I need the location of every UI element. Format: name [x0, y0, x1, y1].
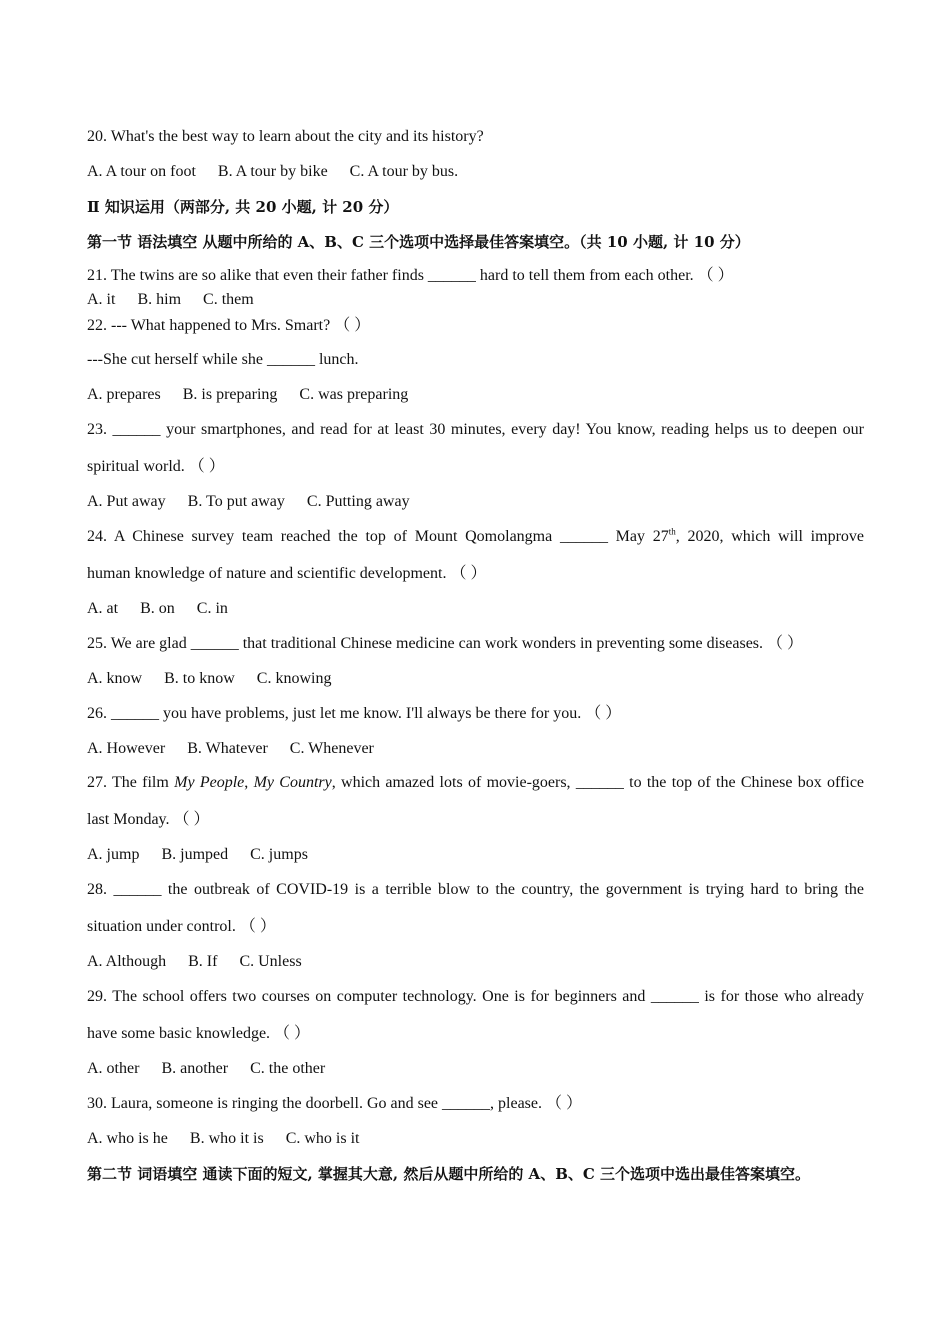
- option-c: C. Putting away: [306, 493, 410, 510]
- question-30: 30. Laura, someone is ringing the doorbell. Go and see ______, please. （ ）: [87, 1095, 583, 1112]
- option-b: B. another: [161, 1060, 229, 1077]
- option-a: A. However: [87, 740, 166, 757]
- option-b: B. A tour by bike: [217, 163, 328, 180]
- question-25-options: [87, 669, 331, 689]
- question-29-line-2: have some basic knowledge. （ ）: [87, 1025, 311, 1042]
- option-c: C. in: [196, 600, 228, 617]
- option-c: C. was preparing: [299, 386, 409, 403]
- question-28-line-1: 28. ______ the outbreak of COVID-19 is a terrible blow to the country, the government is trying hard to bring the: [87, 881, 864, 898]
- option-a: A. other: [87, 1060, 140, 1077]
- option-b: B. is preparing: [182, 386, 278, 403]
- question-27-line-2: last Monday. （ ）: [87, 811, 210, 828]
- option-c: C. A tour by bus.: [349, 163, 459, 180]
- question-23-line-1: 23. ______ your smartphones, and read for at least 30 minutes, every day! You know, reading helps us to deepen our: [87, 421, 864, 438]
- question-20-options: [87, 162, 458, 182]
- option-a: A. jump: [87, 846, 140, 863]
- option-c: C. them: [203, 291, 254, 308]
- question-30-options: [87, 1129, 359, 1149]
- option-c: C. who is it: [285, 1130, 360, 1147]
- section-2-title: Ⅱ 知识运用（两部分, 共 20 小题, 计 20 分）: [87, 198, 399, 216]
- option-a: A. at: [87, 600, 119, 617]
- option-b: B. him: [137, 291, 182, 308]
- question-21-options: [87, 290, 254, 310]
- option-b: B. If: [188, 953, 218, 970]
- option-b: B. on: [140, 600, 175, 617]
- question-24-line-2: human knowledge of nature and scientific development. （ ）: [87, 565, 487, 582]
- question-22-options: [87, 385, 408, 405]
- question-23-line-2: spiritual world. （ ）: [87, 458, 225, 475]
- option-a: A. Put away: [87, 493, 166, 510]
- question-21: 21. The twins are so alike that even their father finds ______ hard to tell them from each other. （ ）: [87, 267, 734, 284]
- film-title: My People: [174, 774, 245, 791]
- option-a: A. prepares: [87, 386, 161, 403]
- question-29-options: [87, 1059, 325, 1079]
- option-b: B. to know: [164, 670, 235, 687]
- option-c: C. Whenever: [289, 740, 374, 757]
- question-23-options: [87, 492, 410, 512]
- option-a: A. Although: [87, 953, 167, 970]
- question-22-dialogue: ---She cut herself while she ______ lunch.: [87, 351, 359, 368]
- question-20: 20. What's the best way to learn about the city and its history?: [87, 128, 484, 145]
- question-24-line-1: 24. A Chinese survey team reached the top of Mount Qomolangma ______ May 27th, 2020, which will improve: [87, 526, 865, 545]
- question-27-options: [87, 845, 308, 865]
- option-c: C. jumps: [250, 846, 308, 863]
- option-c: C. knowing: [256, 670, 332, 687]
- option-a: A. A tour on foot: [87, 163, 196, 180]
- question-28-line-2: situation under control. （ ）: [87, 918, 276, 935]
- question-29-line-1: 29. The school offers two courses on computer technology. One is for beginners and ______ is for those who already: [87, 988, 864, 1005]
- question-24-options: [87, 599, 228, 619]
- option-c: C. the other: [250, 1060, 326, 1077]
- option-b: B. Whatever: [187, 740, 268, 757]
- part-1-title: 第一节 语法填空 从题中所给的 A、B、C 三个选项中选择最佳答案填空。（共 10 小题, 计 10 分）: [87, 233, 750, 251]
- part-2-title: 第二节 词语填空 通读下面的短文, 掌握其大意, 然后从题中所给的 A、B、C 三个选项中选出最佳答案填空。: [87, 1165, 811, 1183]
- film-title: My Country: [253, 774, 332, 791]
- option-b: B. jumped: [161, 846, 229, 863]
- option-c: C. Unless: [239, 953, 302, 970]
- question-26: 26. ______ you have problems, just let me know. I'll always be there for you. （ ）: [87, 705, 622, 722]
- question-22: 22. --- What happened to Mrs. Smart? （ ）: [87, 317, 371, 334]
- option-b: B. who it is: [189, 1130, 264, 1147]
- option-a: A. who is he: [87, 1130, 168, 1147]
- option-a: A. it: [87, 291, 116, 308]
- option-a: A. know: [87, 670, 143, 687]
- question-28-options: [87, 952, 302, 972]
- question-25: 25. We are glad ______ that traditional Chinese medicine can work wonders in preventing some diseases. （ ）: [87, 635, 804, 652]
- question-26-options: [87, 739, 374, 759]
- question-27-line-1: 27. The film My People, My Country, which amazed lots of movie-goers, ______ to the top of the Chinese box office: [87, 774, 865, 791]
- option-b: B. To put away: [187, 493, 285, 510]
